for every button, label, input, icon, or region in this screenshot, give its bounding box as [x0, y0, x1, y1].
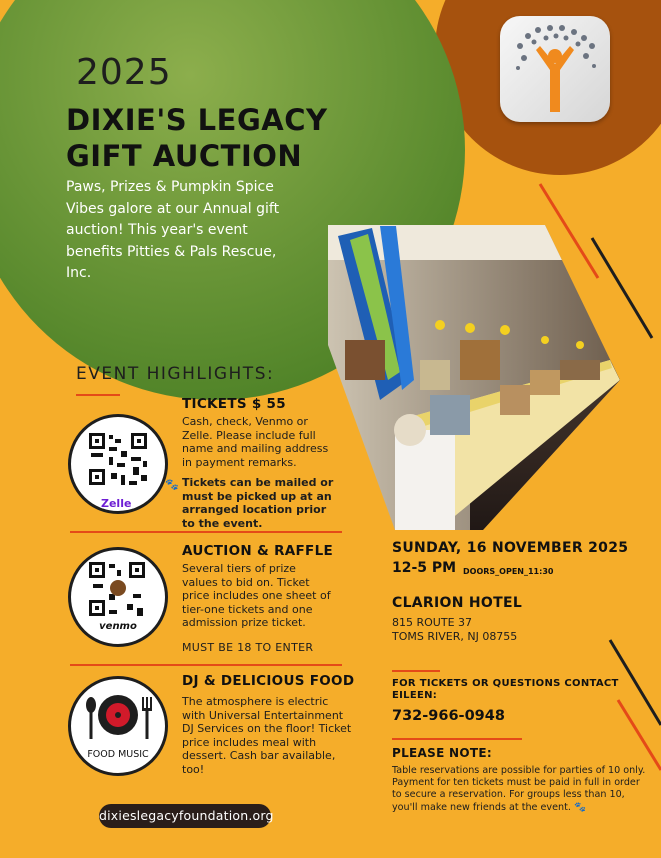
paw-icon: 🐾 [573, 801, 586, 813]
tickets-description: Cash, check, Venmo or Zelle. Please include full name and mailing address in payment remarks. [182, 415, 329, 469]
event-date: SUNDAY, 16 NOVEMBER 2025 [392, 540, 629, 556]
note-text: Table reservations are possible for parties of 10 only. Payment for ten tickets must be paid in full in order to secure a reservation. For groups less than 10, you'll make new friends at the event. [392, 765, 646, 813]
title-line-2: GIFT AUCTION [66, 139, 303, 173]
auction-description: Several tiers of prize values to bid on. Ticket price includes one sheet of tier-one tickets and one admission prize ticket. [182, 562, 331, 630]
food-music-badge [68, 676, 168, 776]
tickets-pickup-note: Tickets can be mailed or must be picked up at an arranged location prior to the event. [182, 476, 334, 530]
venue-name: CLARION HOTEL [392, 595, 523, 611]
divider [70, 531, 342, 533]
doors-open: DOORS_OPEN_11:30 [463, 567, 554, 576]
contact-label: FOR TICKETS OR QUESTIONS CONTACT EILEEN: [392, 678, 619, 701]
dj-food-description: The atmosphere is electric with Universal Entertainment DJ Services on the floor! Ticket price includes meal with dessert. Cash bar available, too! [182, 695, 352, 776]
paw-icon: 🐾 [165, 478, 179, 491]
note-heading: PLEASE NOTE: [392, 746, 492, 760]
tickets-title: TICKETS $ 55 [182, 396, 286, 412]
website-link[interactable]: dixieslegacyfoundation.org [99, 804, 271, 828]
divider [392, 738, 522, 740]
event-highlights-heading: EVENT HIGHLIGHTS: [76, 364, 275, 384]
zelle-qr-badge[interactable] [68, 414, 168, 514]
zelle-label: Zelle [101, 497, 132, 510]
divider [392, 670, 440, 672]
dj-food-title: DJ & DELICIOUS FOOD [182, 673, 355, 689]
food-music-label: FOOD MUSIC [87, 749, 149, 760]
auction-title: AUCTION & RAFFLE [182, 543, 333, 559]
divider [76, 394, 120, 396]
intro-text: Paws, Prizes & Pumpkin Spice Vibes galore at our Annual gift auction! This year's event benefits Pitties & Pals Rescue, Inc. [66, 179, 280, 281]
event-time: 12-5 PM [392, 560, 457, 576]
age-requirement: MUST BE 18 TO ENTER [182, 641, 314, 654]
divider [70, 664, 342, 666]
contact-phone[interactable]: 732-966-0948 [392, 708, 505, 724]
venmo-label: venmo [99, 621, 137, 632]
venmo-qr-badge[interactable] [68, 547, 168, 647]
venue-address-line1: 815 ROUTE 37 [392, 616, 473, 629]
title-line-1: DIXIE'S LEGACY [66, 103, 328, 137]
note-body [392, 765, 652, 814]
venue-address-line2: TOMS RIVER, NJ 08755 [392, 630, 518, 643]
event-year: 2025 [76, 52, 172, 93]
